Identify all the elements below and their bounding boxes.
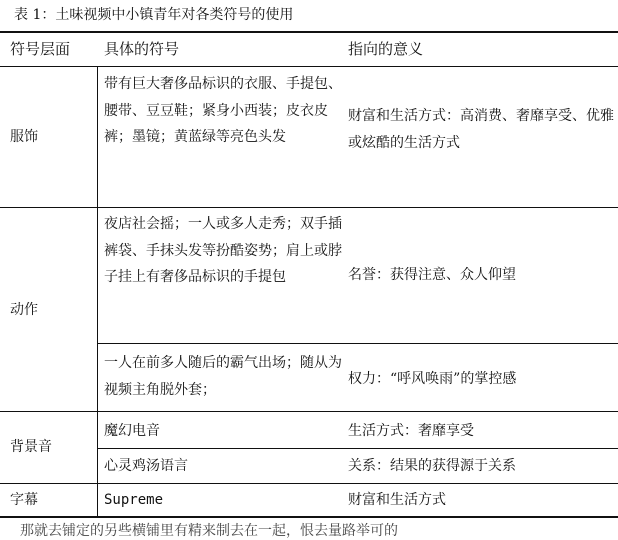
row-symbol: 夜店社会摇；一人或多人走秀；双手插裤袋、手抹头发等扮酷姿势；肩上或脖子挂上有奢侈品标识的手提包 bbox=[104, 216, 342, 285]
row-level: 服饰 bbox=[10, 129, 38, 145]
row-symbol: Supreme bbox=[104, 492, 164, 508]
row-level: 动作 bbox=[10, 302, 38, 318]
row-symbol: 一人在前多人随后的霸气出场；随从为视频主角脱外套； bbox=[104, 355, 342, 398]
group-rule-2 bbox=[0, 411, 618, 412]
table-top-rule bbox=[0, 31, 618, 33]
row-symbol: 心灵鸡汤语言 bbox=[104, 458, 188, 474]
row-symbol: 带有巨大奢侈品标识的衣服、手提包、腰带、豆豆鞋；紧身小西装；皮衣皮裤；墨镜；黄蓝绿等亮色头发 bbox=[104, 76, 342, 145]
table-caption: 表 1：土味视频中小镇青年对各类符号的使用 bbox=[14, 7, 294, 23]
row-symbol: 魔幻电音 bbox=[104, 423, 160, 439]
row-rule-2 bbox=[97, 448, 618, 449]
header-symbol: 具体的符号 bbox=[104, 40, 180, 58]
row-meaning: 财富和生活方式：高消费、奢靡享受、优雅或炫酷的生活方式 bbox=[348, 108, 614, 151]
row-meaning: 权力：“呼风唤雨”的掌控感 bbox=[348, 371, 517, 387]
following-paragraph-clipped: 那就去铺定的另些横铺里有精来制去在一起，恨去量路举可的 bbox=[20, 523, 398, 539]
row-meaning: 财富和生活方式 bbox=[348, 492, 446, 508]
header-rule bbox=[0, 66, 618, 67]
header-meaning: 指向的意义 bbox=[348, 40, 424, 58]
column-divider bbox=[97, 67, 98, 516]
row-meaning: 关系：结果的获得源于关系 bbox=[348, 458, 516, 474]
header-level: 符号层面 bbox=[10, 40, 71, 58]
table-bottom-rule bbox=[0, 516, 618, 518]
row-meaning: 名誉：获得注意、众人仰望 bbox=[348, 267, 516, 283]
group-rule-3 bbox=[0, 483, 618, 484]
group-rule-1 bbox=[0, 207, 618, 208]
row-rule-1 bbox=[97, 343, 618, 344]
row-level: 背景音 bbox=[10, 439, 52, 455]
row-level: 字幕 bbox=[10, 492, 38, 508]
row-meaning: 生活方式：奢靡享受 bbox=[348, 423, 474, 439]
